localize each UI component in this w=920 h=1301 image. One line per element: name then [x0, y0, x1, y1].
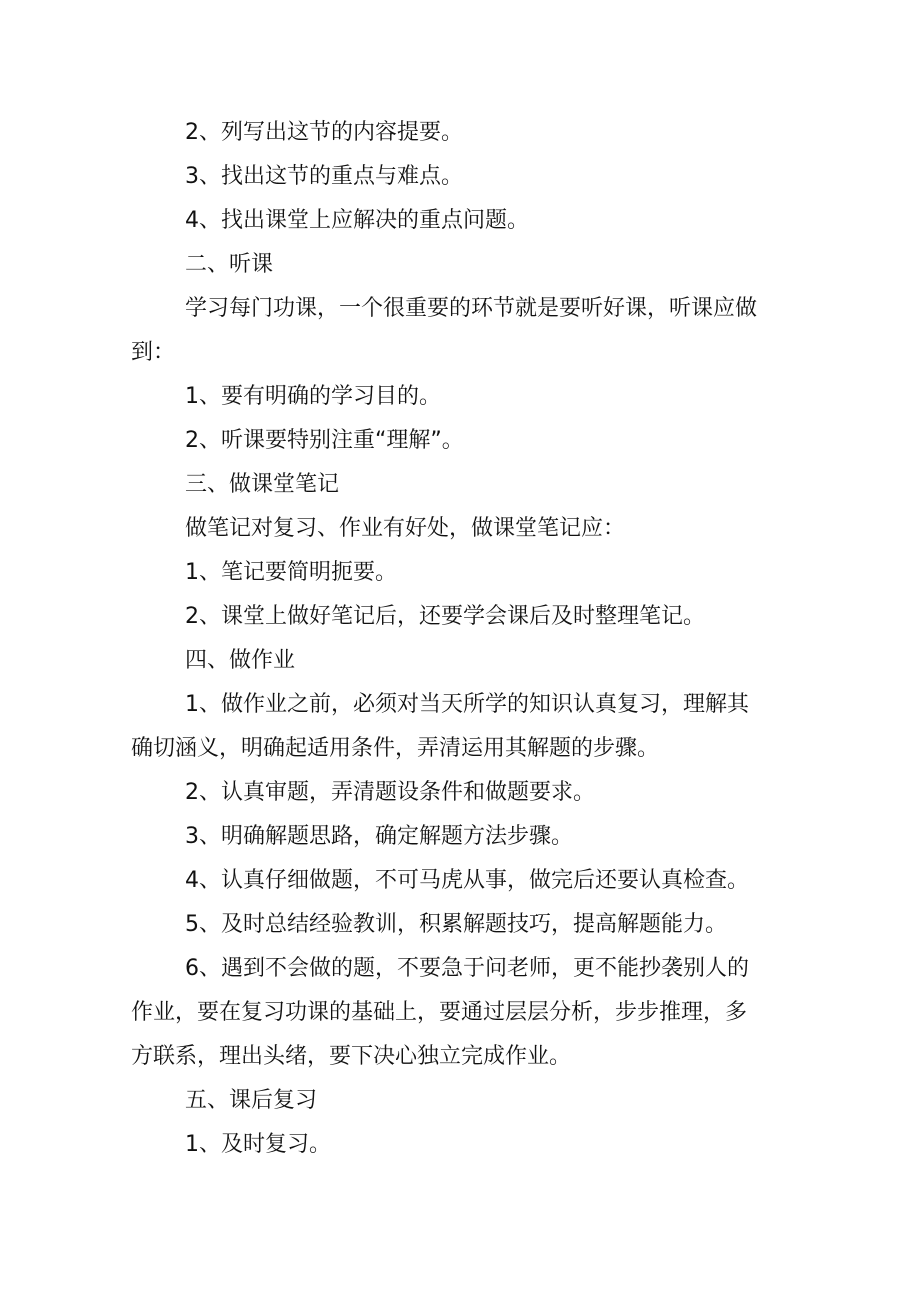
text-line: 1、笔记要简明扼要。	[185, 560, 397, 585]
text-line: 5、及时总结经验教训，积累解题技巧，提高解题能力。	[185, 912, 727, 937]
text-line: 2、列写出这节的内容提要。	[185, 120, 463, 145]
text-line: 学习每门功课，一个很重要的环节就是要听好课，听课应做	[185, 296, 758, 321]
section-heading: 三、做课堂笔记	[185, 472, 340, 497]
text-line: 3、明确解题思路，确定解题方法步骤。	[185, 824, 573, 849]
text-line: 确切涵义，明确起适用条件，弄清运用其解题的步骤。	[131, 736, 660, 761]
text-line: 做笔记对复习、作业有好处，做课堂笔记应：	[185, 516, 626, 541]
text-line: 2、认真审题，弄清题设条件和做题要求。	[185, 780, 595, 805]
text-line: 3、找出这节的重点与难点。	[185, 164, 463, 189]
text-line: 2、课堂上做好笔记后，还要学会课后及时整理笔记。	[185, 604, 705, 629]
text-line: 作业，要在复习功课的基础上，要通过层层分析，步步推理，多	[131, 1000, 748, 1025]
text-line: 到：	[131, 340, 176, 365]
section-heading: 二、听课	[185, 252, 274, 277]
text-line: 4、找出课堂上应解决的重点问题。	[185, 208, 529, 233]
text-line: 1、要有明确的学习目的。	[185, 384, 441, 409]
text-line: 6、遇到不会做的题，不要急于问老师，更不能抄袭别人的	[185, 956, 749, 981]
text-line: 4、认真仔细做题，不可马虎从事，做完后还要认真检查。	[185, 868, 749, 893]
text-line: 方联系，理出头绪，要下决心独立完成作业。	[131, 1044, 572, 1069]
section-heading: 四、做作业	[185, 648, 296, 673]
text-line: 1、做作业之前，必须对当天所学的知识认真复习，理解其	[185, 692, 749, 717]
section-heading: 五、课后复习	[185, 1088, 318, 1113]
text-line: 2、听课要特别注重“理解”。	[185, 428, 464, 453]
text-line: 1、及时复习。	[185, 1132, 331, 1157]
